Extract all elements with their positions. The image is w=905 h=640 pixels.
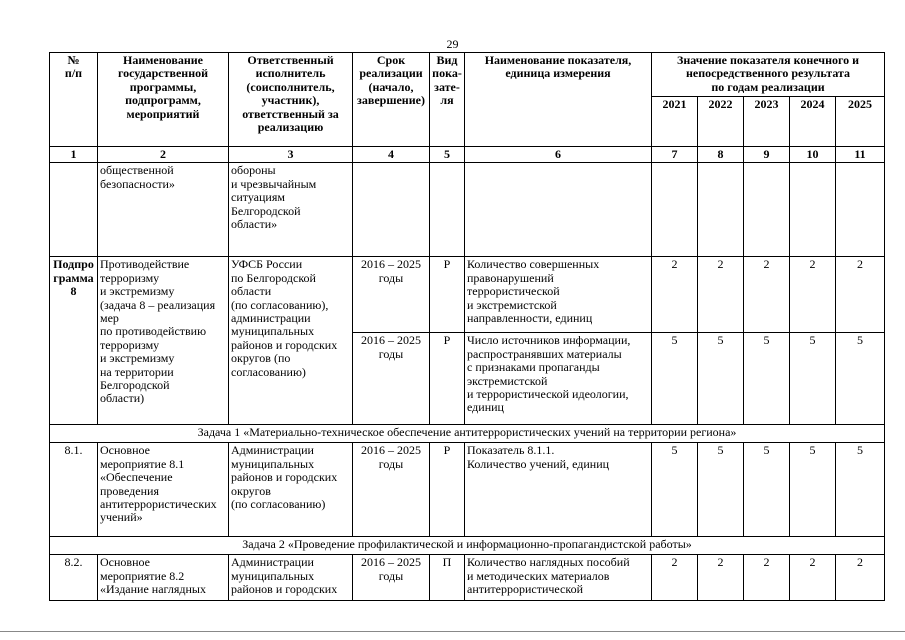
scan-edge-line	[0, 631, 905, 632]
header-period: Срок реализации (начало, завершение)	[353, 53, 430, 147]
row-value: 5	[744, 333, 790, 425]
row-period: 2016 – 2025 годы	[353, 555, 430, 601]
program-table	[49, 52, 885, 601]
row-num: Подпро грамма 8	[50, 257, 98, 425]
header-name: Наименование государственной программы, подпрограмм, мероприятий	[98, 53, 229, 147]
col-number: 8	[698, 147, 744, 163]
row-name: общественной безопасности»	[98, 163, 229, 257]
header-executor: Ответственный исполнитель (соисполнитель, участник), ответственный за реализацию	[229, 53, 353, 147]
table-row	[50, 257, 885, 333]
col-number: 1	[50, 147, 98, 163]
row-period: 2016 – 2025 годы	[353, 257, 430, 333]
row-indicator: Показатель 8.1.1. Количество учений, единиц	[465, 443, 652, 537]
row-value: 2	[836, 257, 885, 333]
row-period: 2016 – 2025 годы	[353, 333, 430, 425]
row-num: 8.2.	[50, 555, 98, 601]
table-row	[50, 443, 885, 537]
row-executor: УФСБ России по Белгородской области (по согласованию), администрации муниципальных районов и городских округов (по согласованию)	[229, 257, 353, 425]
task-row	[50, 425, 885, 443]
header-indicator: Наименование показателя, единица измерения	[465, 53, 652, 147]
row-value: 5	[836, 443, 885, 537]
row-period: 2016 – 2025 годы	[353, 443, 430, 537]
row-value: 2	[652, 257, 698, 333]
task-row	[50, 537, 885, 555]
header-values-group: Значение показателя конечного и непосредственного результата по годам реализации	[652, 53, 885, 97]
row-value: 5	[790, 333, 836, 425]
task-title: Задача 1 «Материально-техническое обеспечение антитеррористических учений на территории региона»	[50, 425, 885, 443]
row-value: 5	[652, 333, 698, 425]
header-year: 2021	[652, 97, 698, 147]
row-value: 5	[790, 443, 836, 537]
row-indicator: Число источников информации, распространявших материалы с признаками пропаганды экстремистской и террористической идеологии, единиц	[465, 333, 652, 425]
header-year: 2024	[790, 97, 836, 147]
row-name: Основное мероприятие 8.2 «Издание наглядных	[98, 555, 229, 601]
row-value: 2	[652, 555, 698, 601]
col-number: 5	[430, 147, 465, 163]
row-type: Р	[430, 257, 465, 333]
col-number: 11	[836, 147, 885, 163]
row-indicator: Количество совершенных правонарушений террористической и экстремистской направленности, единиц	[465, 257, 652, 333]
col-number: 6	[465, 147, 652, 163]
row-type: П	[430, 555, 465, 601]
table-row	[50, 555, 885, 601]
row-value: 5	[652, 443, 698, 537]
row-value: 5	[698, 443, 744, 537]
row-type: Р	[430, 443, 465, 537]
row-num: 8.1.	[50, 443, 98, 537]
col-number: 2	[98, 147, 229, 163]
row-name: Основное мероприятие 8.1 «Обеспечение проведения антитеррористических учений»	[98, 443, 229, 537]
row-value: 2	[744, 555, 790, 601]
row-name: Противодействие терроризму и экстремизму (задача 8 – реализация мер по противодействию терроризму и экстремизму на территории Белгородской области)	[98, 257, 229, 425]
row-value: 2	[698, 555, 744, 601]
page-number: 29	[446, 37, 459, 51]
header-year: 2025	[836, 97, 885, 147]
header-type: Вид пока- зате- ля	[430, 53, 465, 147]
row-value: 2	[790, 257, 836, 333]
row-executor: обороны и чрезвычайным ситуациям Белгородской области»	[229, 163, 353, 257]
header-num: № п/п	[50, 53, 98, 147]
task-title: Задача 2 «Проведение профилактической и информационно-пропагандистской работы»	[50, 537, 885, 555]
row-value: 2	[790, 555, 836, 601]
row-value: 2	[836, 555, 885, 601]
col-number: 7	[652, 147, 698, 163]
header-year: 2022	[698, 97, 744, 147]
col-number: 10	[790, 147, 836, 163]
col-number: 4	[353, 147, 430, 163]
header-year: 2023	[744, 97, 790, 147]
row-value: 5	[836, 333, 885, 425]
row-indicator: Количество наглядных пособий и методических материалов антитеррористической	[465, 555, 652, 601]
row-value: 2	[698, 257, 744, 333]
row-executor: Администрации муниципальных районов и городских округов (по согласованию)	[229, 443, 353, 537]
row-executor: Администрации муниципальных районов и городских	[229, 555, 353, 601]
row-type: Р	[430, 333, 465, 425]
col-number: 9	[744, 147, 790, 163]
col-number: 3	[229, 147, 353, 163]
row-value: 5	[698, 333, 744, 425]
row-value: 2	[744, 257, 790, 333]
row-value: 5	[744, 443, 790, 537]
table-row	[50, 163, 885, 257]
